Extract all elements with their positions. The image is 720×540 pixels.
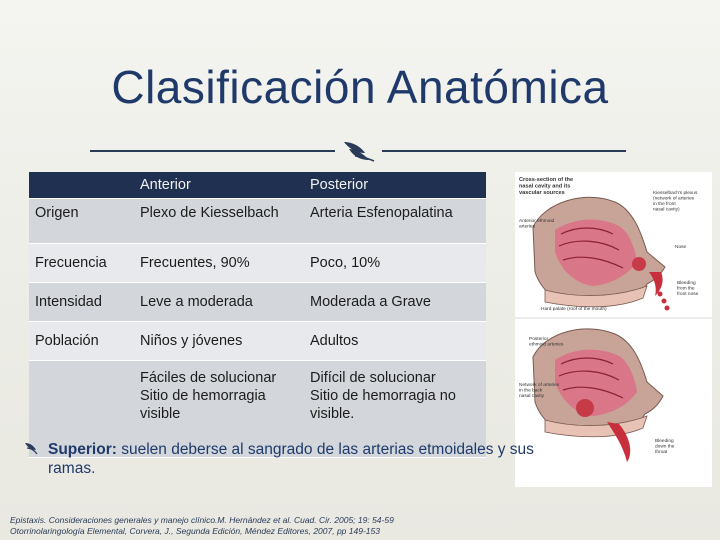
cell-posterior: Arteria Esfenopalatina <box>304 199 486 244</box>
table-header-row <box>29 172 486 199</box>
row-label: Frecuencia <box>29 244 134 283</box>
row-label: Origen <box>29 199 134 244</box>
cell-anterior: Niños y jóvenes <box>134 322 304 361</box>
row-label: Población <box>29 322 134 361</box>
cell-line: Sitio de hemorragia no <box>310 388 456 404</box>
reference-line: Otorrinolaringología Elemental, Corvera, J., Segunda Edición, Méndez Editores, 2007, pp 149-153 <box>10 526 380 536</box>
illustration-label: Bleeding from the front nose <box>677 281 699 297</box>
illustration-caption-line: vascular sources <box>519 190 565 196</box>
classification-table <box>29 172 486 458</box>
cell-line: Fáciles de solucionar <box>140 370 277 386</box>
bullet-bold-label: Superior: <box>48 441 117 458</box>
cell-line: visible. <box>310 406 355 422</box>
slide-title: Clasificación Anatómica <box>111 61 609 113</box>
cell-anterior: Plexo de Kiesselbach <box>134 199 304 244</box>
cell-line: Sitio de hemorragia <box>140 388 266 404</box>
header-cell-anterior: Anterior <box>134 172 304 199</box>
table-row <box>29 244 486 283</box>
cell-posterior: Adultos <box>304 322 486 361</box>
illustration-label: Network of arteries in the back nasal cavity <box>519 383 560 399</box>
cell-line: visible <box>140 406 181 422</box>
cell-anterior: Leve a moderada <box>134 283 304 322</box>
row-label: Intensidad <box>29 283 134 322</box>
header-cell-posterior: Posterior <box>304 172 486 199</box>
title-divider-left <box>90 150 335 152</box>
table-row <box>29 283 486 322</box>
leaf-ornament-icon <box>341 139 377 163</box>
header-cell-empty <box>29 172 134 199</box>
nasal-cavity-illustration <box>515 172 712 487</box>
cell-line: Difícil de solucionar <box>310 370 436 386</box>
illustration-label: Nose <box>675 245 687 250</box>
table-row <box>29 199 486 244</box>
bullet-body: suelen deberse al sangrado de las arterias etmoidales y sus ramas. <box>48 441 534 477</box>
illustration-caption-line: nasal cavity and its <box>519 183 571 190</box>
illustration-label: Bleeding down the throat <box>655 439 675 455</box>
illustration-label: Kiesselbach's plexus (network of arteries in the front nasal cavity) <box>653 191 698 213</box>
illustration-caption-line: Cross-section of the <box>519 177 574 183</box>
title-divider-right <box>382 150 626 152</box>
bullet-text <box>48 440 534 478</box>
cell-posterior: Poco, 10% <box>304 244 486 283</box>
illustration-label: Hard palate (roof of the mouth) <box>541 307 607 312</box>
illustration-label: Posterior ethmoid arteries <box>529 337 564 348</box>
bullet-leaf-icon <box>24 441 38 455</box>
table-row <box>29 322 486 361</box>
reference-line: Epistaxis. Consideraciones generales y manejo clínico.M. Hernández et al. Cuad. Cir. 2005; 19: 54-59 <box>10 515 394 525</box>
cell-anterior: Frecuentes, 90% <box>134 244 304 283</box>
references <box>10 515 394 537</box>
illustration-label: Anterior ethmoid arteries <box>519 219 555 230</box>
cell-posterior: Moderada a Grave <box>304 283 486 322</box>
